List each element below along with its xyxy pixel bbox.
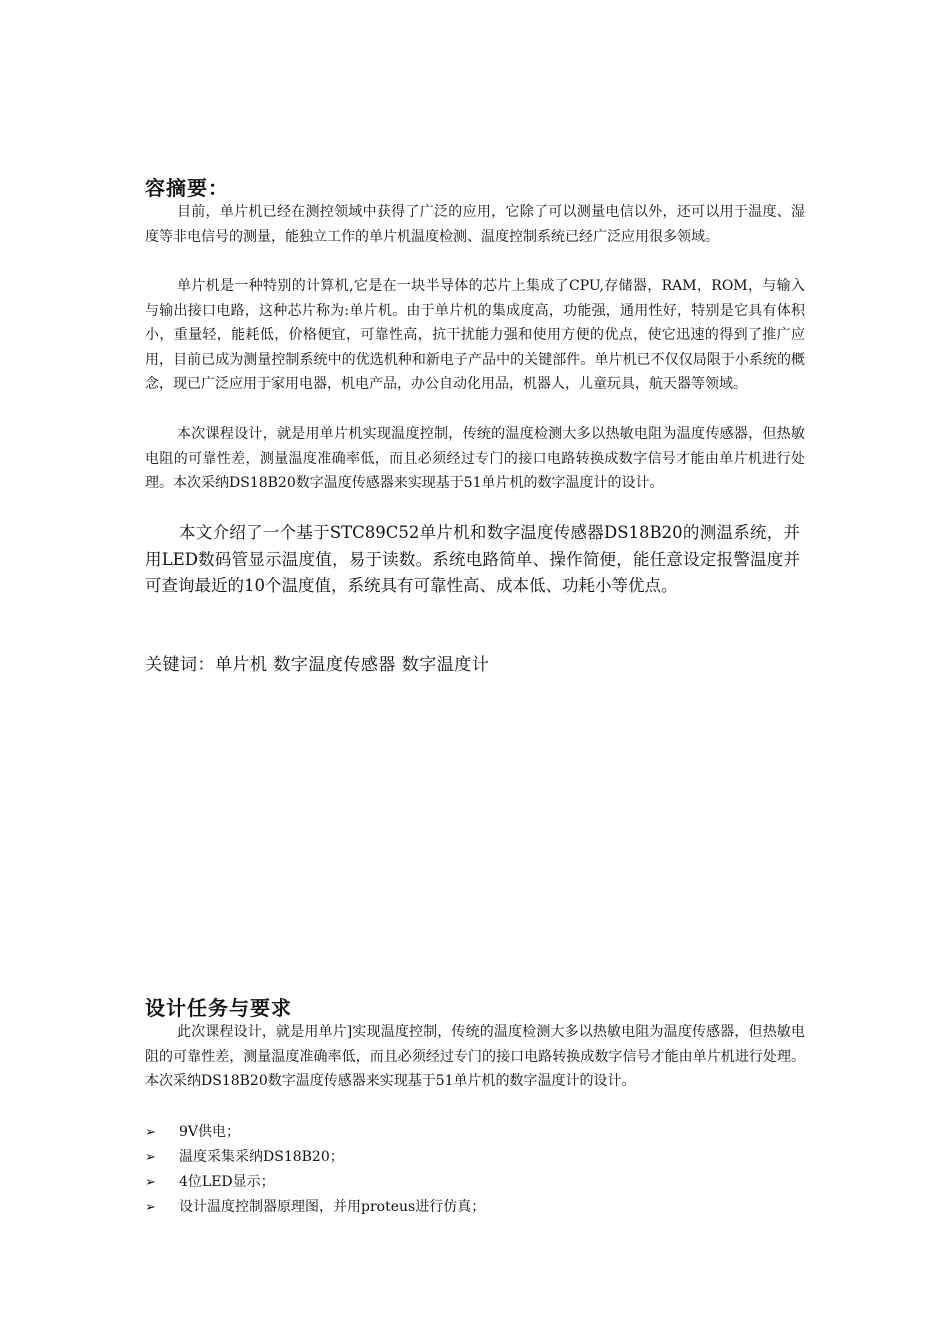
arrow-bullet-icon: ➢	[145, 1125, 156, 1140]
requirements-list	[145, 1120, 485, 1220]
list-item	[145, 1145, 485, 1170]
list-item-text: 4位LED显示；	[179, 1174, 275, 1190]
abstract-paragraph-2: 单片机是一种特别的计算机,它是在一块半导体的芯片上集成了CPU,存储器，RAM，ROM，与输入与输出接口电路，这种芯片称为:单片机。由于单片机的集成度高，功能强，通用性好，特别是它具有体积小，重量轻，能耗低，价格便宜，可靠性高，抗干扰能力强和使用方便的优点，使它迅速的得到了推广应用，目前已成为测量控制系统中的优选机种和新电子产品中的关键部件。单片机已不仅仅局限于小系统的概念，现已广泛应用于家用电器，机电产品，办公自动化用品，机器人，儿童玩具，航天器等领域。	[145, 278, 805, 393]
arrow-bullet-icon: ➢	[145, 1200, 156, 1215]
list-item	[145, 1120, 485, 1145]
abstract-paragraph-3: 本次课程设计，就是用单片机实现温度控制，传统的温度检测大多以热敏电阻为温度传感器，但热敏电阻的可靠性差，测量温度准确率低，而且必须经过专门的接口电路转换成数字信号才能由单片机进行处理。本次采纳DS18B20数字温度传感器来实现基于51单片机的数字温度计的设计。	[145, 426, 805, 492]
design-paragraph: 此次课程设计，就是用单片]实现温度控制，传统的温度检测大多以热敏电阻为温度传感器，但热敏电阻的可靠性差，测量温度准确率低，而且必须经过专门的接口电路转换成数字信号才能由单片机进行处理。本次采纳DS18B20数字温度传感器来实现基于51单片机的数字温度计的设计。	[145, 1024, 805, 1090]
list-item	[145, 1170, 485, 1195]
design-heading: 设计任务与要求	[145, 996, 292, 1020]
list-item	[145, 1195, 485, 1220]
list-item-text: 温度采集采纳DS18B20；	[179, 1149, 344, 1165]
list-item-text: 9V供电；	[179, 1124, 241, 1140]
arrow-bullet-icon: ➢	[145, 1150, 156, 1165]
keywords-line: 关键词：单片机 数字温度传感器 数字温度计	[145, 655, 490, 675]
arrow-bullet-icon: ➢	[145, 1175, 156, 1190]
abstract-paragraph-4: 本文介绍了一个基于STC89C52单片机和数字温度传感器DS18B20的测温系统，并用LED数码管显示温度值，易于读数。系统电路简单、操作简便，能任意设定报警温度并可查询最近的10个温度值，系统具有可靠性高、成本低、功耗小等优点。	[145, 523, 800, 595]
list-item-text: 设计温度控制器原理图，并用proteus进行仿真；	[179, 1199, 486, 1215]
abstract-heading: 容摘要：	[145, 176, 229, 200]
abstract-paragraph-1: 目前，单片机已经在测控领域中获得了广泛的应用，它除了可以测量电信以外，还可以用于温度、湿度等非电信号的测量，能独立工作的单片机温度检测、温度控制系统已经广泛应用很多领域。	[145, 204, 805, 245]
